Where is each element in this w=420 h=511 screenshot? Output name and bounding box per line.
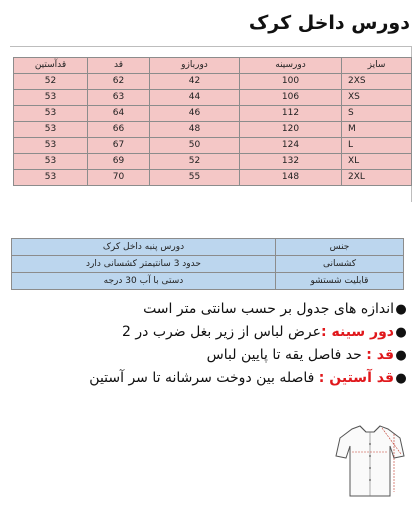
cell-length: 64	[88, 106, 150, 122]
cell-sleeve: 53	[14, 90, 88, 106]
cell-length: 70	[88, 170, 150, 186]
table-row	[12, 256, 404, 273]
cell-arm: 44	[150, 90, 240, 106]
cell-size: M	[342, 122, 412, 138]
note-length	[8, 344, 408, 367]
size-table	[13, 57, 412, 186]
note-sleeve-text: فاصله بین دوخت سرشانه تا سر آستین	[89, 370, 315, 386]
spec-label: جنس	[276, 239, 404, 256]
table-row	[14, 122, 412, 138]
spec-value: دورس پنبه داخل کرک	[12, 239, 276, 256]
bullet-icon: ●	[395, 302, 407, 317]
table-row	[14, 154, 412, 170]
spec-value: حدود 3 سانتیمتر کشسانی دارد	[12, 256, 276, 273]
note-units-text: اندازه های جدول بر حسب سانتی متر است	[143, 301, 394, 317]
cell-size: S	[342, 106, 412, 122]
cell-length: 62	[88, 74, 150, 90]
cell-size: L	[342, 138, 412, 154]
note-units	[8, 298, 408, 321]
table-row	[12, 273, 404, 290]
cell-size: XS	[342, 90, 412, 106]
cell-sleeve: 53	[14, 154, 88, 170]
spec-value: دستی با آب 30 درجه	[12, 273, 276, 290]
page-title: دورس داخل کرک	[248, 12, 410, 34]
bullet-icon: ●	[395, 325, 407, 340]
header-chest: دورسینه	[240, 58, 342, 74]
spec-label: قابلیت شستشو	[276, 273, 404, 290]
cell-sleeve: 53	[14, 170, 88, 186]
cell-chest: 120	[240, 122, 342, 138]
bullet-icon: ●	[395, 371, 407, 386]
cell-size: 2XS	[342, 74, 412, 90]
cell-arm: 48	[150, 122, 240, 138]
cell-arm: 52	[150, 154, 240, 170]
measurement-notes	[8, 298, 408, 390]
cell-arm: 50	[150, 138, 240, 154]
table-row	[14, 90, 412, 106]
cell-chest: 124	[240, 138, 342, 154]
note-length-text: حد فاصل یقه تا پایین لباس	[206, 347, 362, 363]
cell-chest: 132	[240, 154, 342, 170]
table-row	[14, 106, 412, 122]
spec-label: کشسانی	[276, 256, 404, 273]
table-row	[14, 74, 412, 90]
shirt-measurement-diagram-icon	[334, 420, 406, 500]
spec-table	[11, 238, 404, 290]
cell-chest: 106	[240, 90, 342, 106]
size-table-header	[14, 58, 412, 74]
header-size: سایز	[342, 58, 412, 74]
note-length-label: قد :	[366, 347, 394, 363]
bullet-icon: ●	[395, 348, 407, 363]
cell-chest: 112	[240, 106, 342, 122]
header-length: قد	[88, 58, 150, 74]
note-chest	[8, 321, 408, 344]
cell-chest: 148	[240, 170, 342, 186]
cell-size: XL	[342, 154, 412, 170]
cell-arm: 55	[150, 170, 240, 186]
cell-sleeve: 53	[14, 138, 88, 154]
cell-length: 67	[88, 138, 150, 154]
cell-length: 63	[88, 90, 150, 106]
note-sleeve	[8, 367, 408, 390]
cell-sleeve: 53	[14, 106, 88, 122]
cell-sleeve: 52	[14, 74, 88, 90]
cell-chest: 100	[240, 74, 342, 90]
table-row	[14, 170, 412, 186]
cell-size: 2XL	[342, 170, 412, 186]
cell-arm: 42	[150, 74, 240, 90]
note-sleeve-label: قد آستین :	[318, 370, 394, 386]
header-arm: دوربازو	[150, 58, 240, 74]
cell-arm: 46	[150, 106, 240, 122]
table-row	[14, 138, 412, 154]
cell-sleeve: 53	[14, 122, 88, 138]
note-chest-label: دور سینه :	[321, 324, 394, 340]
header-sleeve: قدآستین	[14, 58, 88, 74]
title-divider	[10, 46, 412, 47]
cell-length: 66	[88, 122, 150, 138]
note-chest-text: عرض لباس از زیر بغل ضرب در 2	[122, 324, 322, 340]
cell-length: 69	[88, 154, 150, 170]
table-row	[12, 239, 404, 256]
